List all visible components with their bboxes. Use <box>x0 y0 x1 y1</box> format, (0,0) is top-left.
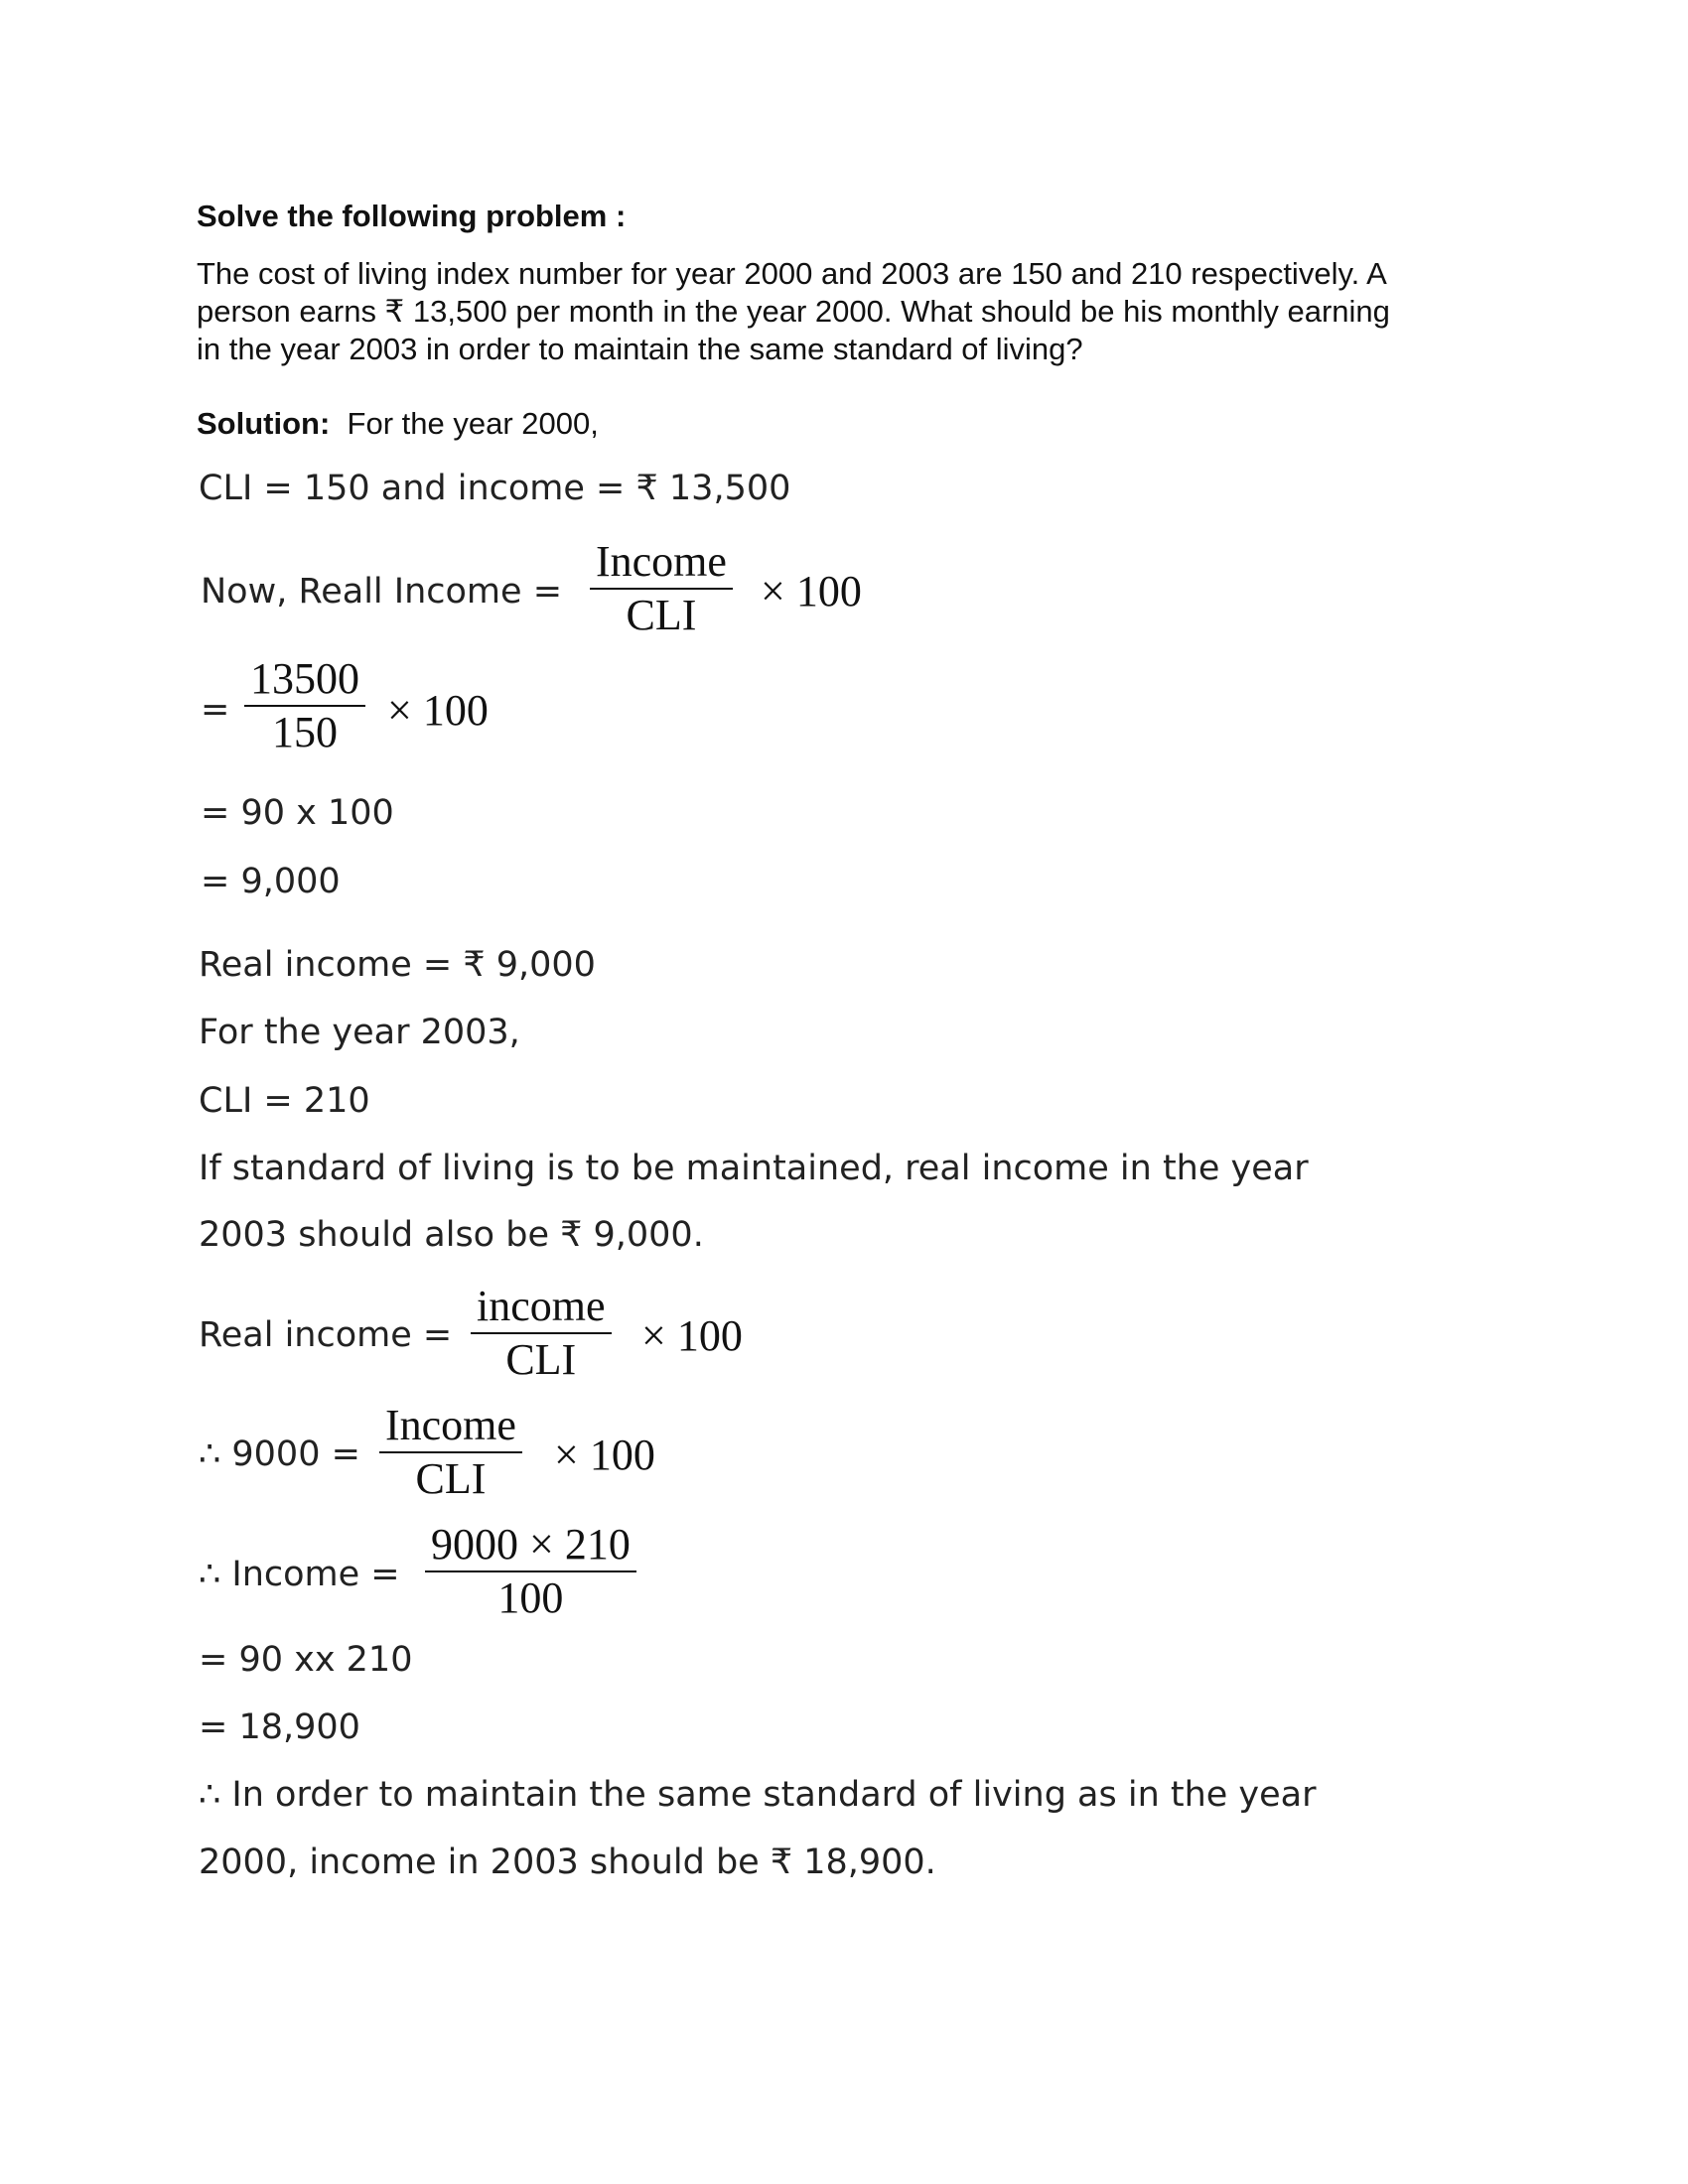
substitution-rhs: × 100 <box>387 686 489 735</box>
fraction-denominator: 150 <box>272 708 338 756</box>
solution-intro: For the year 2000, <box>347 406 599 441</box>
real-income-formula-rhs: × 100 <box>761 567 862 615</box>
step-90x100: = 90 x 100 <box>201 793 394 833</box>
step-9000: = 9,000 <box>201 862 341 901</box>
problem-heading: Solve the following problem : <box>197 199 627 233</box>
condition-line-2: 2003 should also be ₹ 9,000. <box>199 1215 704 1255</box>
substitution-fraction <box>244 653 365 758</box>
equation-9000-rhs: × 100 <box>554 1431 655 1479</box>
solution-label: Solution: <box>197 406 331 441</box>
income-solve-lhs: ∴ Income = <box>199 1555 400 1594</box>
real-income-formula2-rhs: × 100 <box>641 1311 743 1360</box>
substitution-lhs: = <box>201 690 230 730</box>
fraction-numerator: income <box>477 1282 606 1330</box>
problem-line-2: person earns ₹ 13,500 per month in the year 2000. What should be his monthly earning <box>197 294 1390 329</box>
step-18900: = 18,900 <box>199 1707 360 1747</box>
equation-9000-fraction <box>379 1400 522 1505</box>
solution-header <box>197 405 599 443</box>
fraction-numerator: Income <box>385 1401 516 1449</box>
real-income-value: Real income = ₹ 9,000 <box>199 945 596 985</box>
conclusion-line-1: ∴ In order to maintain the same standard of living as in the year <box>199 1775 1317 1815</box>
problem-line-3: in the year 2003 in order to maintain the same standard of living? <box>197 332 1083 366</box>
conclusion-line-2: 2000, income in 2003 should be ₹ 18,900. <box>199 1843 936 1882</box>
real-income-fraction <box>590 536 733 641</box>
cli-2003-line: CLI = 210 <box>199 1081 370 1121</box>
fraction-denominator: CLI <box>505 1335 577 1384</box>
year-2003-line: For the year 2003, <box>199 1013 520 1052</box>
condition-line-1: If standard of living is to be maintained, real income in the year <box>199 1149 1309 1188</box>
income-solve-fraction <box>425 1519 636 1624</box>
equation-9000-lhs: ∴ 9000 = <box>199 1434 360 1474</box>
fraction-numerator: Income <box>596 537 727 586</box>
cli-income-line: CLI = 150 and income = ₹ 13,500 <box>199 469 791 508</box>
fraction-numerator: 13500 <box>250 654 359 703</box>
real-income-fraction-2 <box>471 1281 612 1386</box>
step-90xx210: = 90 xx 210 <box>199 1640 413 1680</box>
fraction-denominator: 100 <box>497 1573 564 1622</box>
fraction-denominator: CLI <box>626 591 697 639</box>
fraction-denominator: CLI <box>415 1454 487 1503</box>
problem-line-1: The cost of living index number for year 2000 and 2003 are 150 and 210 respectively. A <box>197 256 1387 291</box>
real-income-formula2-lhs: Real income = <box>199 1315 453 1355</box>
real-income-formula-lhs: Now, Reall Income = <box>201 572 563 612</box>
fraction-numerator: 9000 × 210 <box>431 1520 631 1569</box>
